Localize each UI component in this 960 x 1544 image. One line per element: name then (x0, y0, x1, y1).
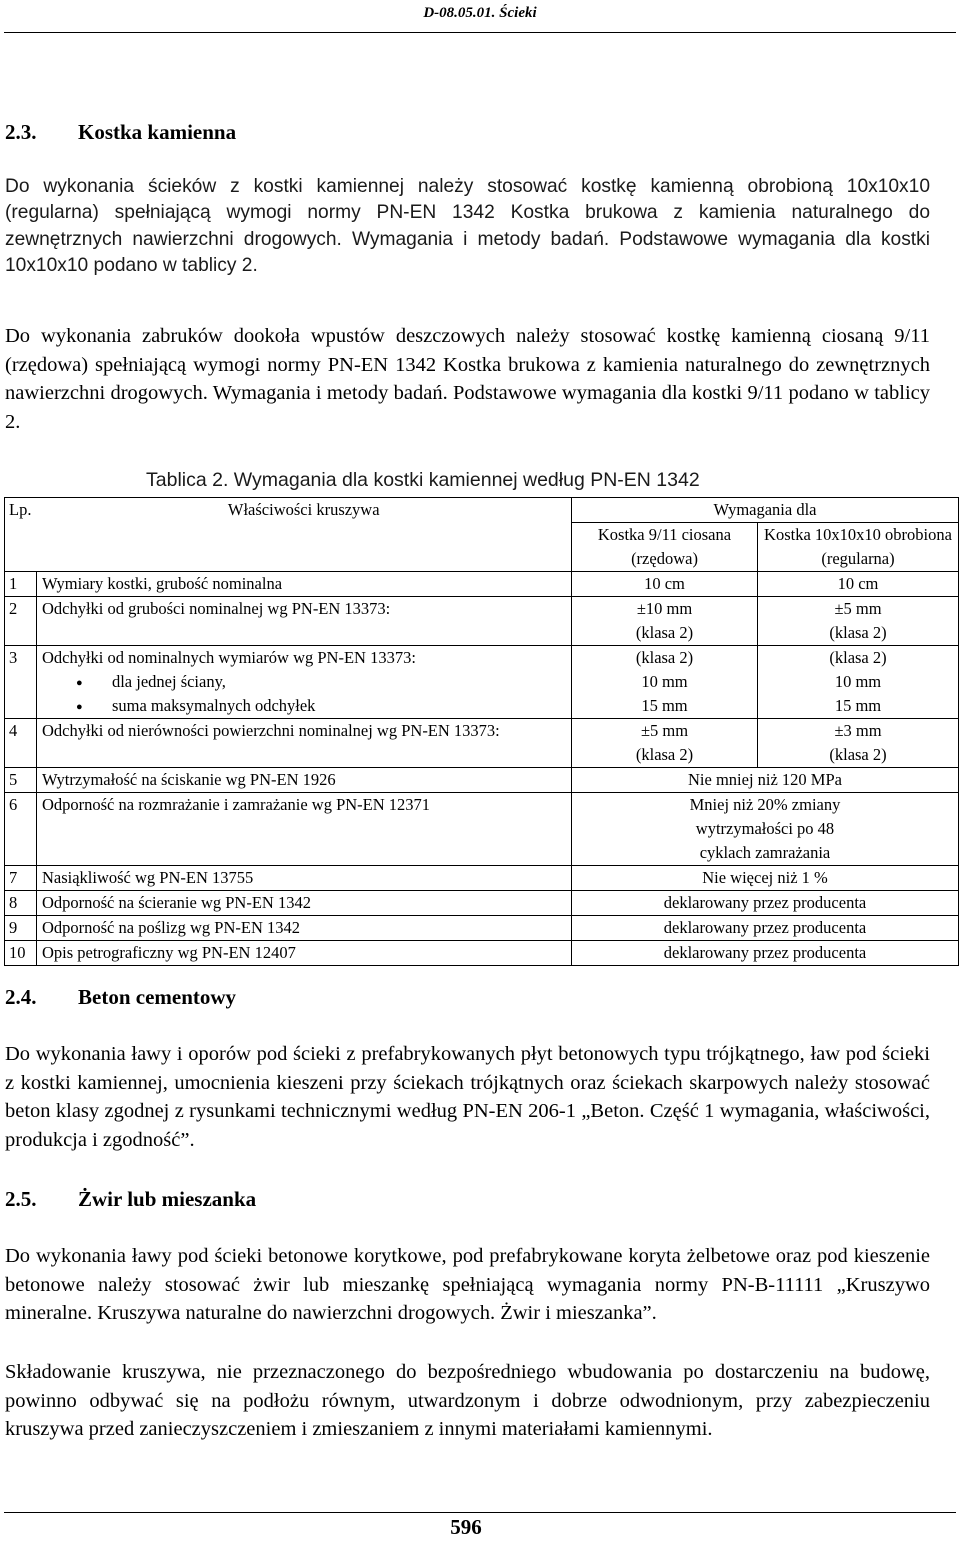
section-heading-2-4 (5, 985, 236, 1010)
section-title: Kostka kamienna (78, 120, 237, 144)
header-lp: Lp. (5, 498, 37, 572)
value-line: (klasa 2) (829, 648, 887, 667)
header-property-label: Właściwości kruszywa (227, 500, 380, 519)
value-line: 10 mm (641, 672, 688, 691)
row-lp: 9 (5, 916, 37, 941)
value-line: (klasa 2) (829, 623, 887, 642)
footer-rule (4, 1512, 956, 1513)
row-value-b (758, 719, 959, 768)
row-lp: 5 (5, 768, 37, 793)
paragraph: Do wykonania ławy i oporów pod ścieki z prefabrykowanych płyt betonowych typu trójkątnego, ław pod ścieki z kostki kamiennej, umocnienia kieszeni przy ściekach trójkątnych oraz ściekach skarpowych należy stosować beton klasy zgodnej z rysunkami technicznymi według PN-EN 206-1 „Beton. Część 1 wymagania, właściwości, produkcja i zgodność”. (5, 1043, 930, 1151)
row-value: deklarowany przez producenta (572, 916, 959, 941)
paragraph: Do wykonania ścieków z kostki kamiennej należy stosować kostkę kamienną obrobioną 10x10x10 (regularna) spełniającą wymogi normy PN-EN 1342 Kostka brukowa z kamienia naturalnego do zewnętrznych nawierzchni drogowych. Wymagania i metody badań. Podstawowe wymagania dla kostki 10x10x10 podano w tablicy 2. (5, 176, 930, 277)
section-title: Beton cementowy (78, 985, 237, 1009)
table-row (5, 891, 959, 916)
bullet-item: ● suma maksymalnych odchyłek (42, 694, 566, 718)
row-value-b (758, 646, 959, 719)
row-lp: 7 (5, 866, 37, 891)
value-line: (klasa 2) (635, 648, 694, 667)
paragraph: Składowanie kruszywa, nie przeznaczonego do bezpośredniego wbudowania po dostarczeniu na budowę, powinno odbywać się na podłożu równym, utwardzonym i dobrze odwodnionym, przy zabezpieczeniu kruszywa przed zanieczyszczeniem i zmieszaniem z innymi materiałami kamiennymi. (5, 1361, 930, 1441)
header-requirements: Wymagania dla (572, 498, 959, 523)
row-property: Nasiąkliwość wg PN-EN 13755 (36, 866, 571, 891)
row-value-a (572, 719, 758, 768)
value-line: 15 mm (641, 696, 688, 715)
header-rule (4, 32, 956, 33)
row-property: Odporność na poślizg wg PN-EN 1342 (36, 916, 571, 941)
header-property (36, 498, 571, 572)
row-value-b: 10 cm (758, 572, 959, 597)
table-row (5, 793, 959, 866)
table-row (5, 866, 959, 891)
value-line: 10 mm (834, 672, 882, 691)
row-value-a (572, 597, 758, 646)
bullet-list (42, 670, 566, 718)
bullet-item: ● dla jednej ściany, (42, 670, 566, 694)
row-property: Wymiary kostki, grubość nominalna (36, 572, 571, 597)
table-row (5, 916, 959, 941)
requirements-table (4, 497, 959, 966)
row-value-a: 10 cm (572, 572, 758, 597)
row-value-a (572, 646, 758, 719)
row-value: Mniej niż 20% zmiany wytrzymałości po 48 cyklach zamrażania (572, 793, 959, 866)
section-number: 2.5. (5, 1187, 37, 1211)
row-value: Nie więcej niż 1 % (572, 866, 959, 891)
value-line: (klasa 2) (829, 745, 887, 764)
section-title: Żwir lub mieszanka (78, 1187, 257, 1211)
paragraph: Do wykonania zabruków dookoła wpustów deszczowych należy stosować kostkę kamienną ciosaną 9/11 (rzędowa) spełniającą wymogi normy PN-EN 1342 Kostka brukowa z kamienia naturalnego do zewnętrznych nawierzchni drogowych. Wymagania i metody badań. Podstawowe wymagania dla kostki 9/11 podano w tablicy 2. (5, 325, 930, 433)
section-number: 2.4. (5, 985, 37, 1009)
value-line: 15 mm (834, 696, 882, 715)
section-heading-2-5 (5, 1187, 256, 1212)
row-property (36, 646, 571, 719)
row-lp: 10 (5, 941, 37, 966)
header-col-b: Kostka 10x10x10 obrobiona (regularna) (758, 523, 959, 572)
section-number: 2.3. (5, 120, 37, 144)
value-line: (klasa 2) (635, 623, 694, 642)
row-lp: 6 (5, 793, 37, 866)
running-header: D-08.05.01. Ścieki (423, 5, 537, 21)
table-row (5, 572, 959, 597)
row-value: deklarowany przez producenta (572, 941, 959, 966)
row-property: Opis petrograficzny wg PN-EN 12407 (36, 941, 571, 966)
row-lp: 3 (5, 646, 37, 719)
row-value: Nie mniej niż 120 MPa (572, 768, 959, 793)
table-row (5, 646, 959, 719)
value-line: ±10 mm (636, 599, 693, 618)
table-row (5, 719, 959, 768)
row-lp: 2 (5, 597, 37, 646)
row-lp: 8 (5, 891, 37, 916)
row-property: Wytrzymałość na ściskanie wg PN-EN 1926 (36, 768, 571, 793)
row-lp: 4 (5, 719, 37, 768)
row-value: deklarowany przez producenta (572, 891, 959, 916)
row-property: Odporność na ścieranie wg PN-EN 1342 (36, 891, 571, 916)
page-number: 596 (450, 1515, 482, 1539)
table-row (5, 597, 959, 646)
value-line: ±3 mm (834, 721, 882, 740)
property-text: Odchyłki od nominalnych wymiarów wg PN-EN 13373: (41, 648, 416, 667)
table-row (5, 768, 959, 793)
row-property: Odchyłki od grubości nominalnej wg PN-EN 13373: (36, 597, 571, 646)
row-value-b (758, 597, 959, 646)
value-line: (klasa 2) (635, 745, 694, 764)
row-lp: 1 (5, 572, 37, 597)
table-row (5, 941, 959, 966)
section-heading-2-3 (5, 120, 236, 145)
row-property: Odchyłki od nierówności powierzchni nominalnej wg PN-EN 13373: (36, 719, 571, 768)
value-line: ±5 mm (640, 721, 689, 740)
table-caption: Tablica 2. Wymagania dla kostki kamiennej według PN-EN 1342 (146, 469, 700, 491)
header-col-a: Kostka 9/11 ciosana (rzędowa) (572, 523, 758, 572)
row-property: Odporność na rozmrażanie i zamrażanie wg PN-EN 12371 (36, 793, 571, 866)
value-line: ±5 mm (834, 599, 882, 618)
paragraph: Do wykonania ławy pod ścieki betonowe korytkowe, pod prefabrykowane koryta żelbetowe oraz pod kieszenie betonowe należy stosować żwir lub mieszankę spełniającą wymagania normy PN-B-11111 „Kruszywo mineralne. Kruszywa naturalne do nawierzchni drogowych. Żwir i mieszanka”. (5, 1245, 930, 1325)
table-header-row (5, 498, 959, 523)
